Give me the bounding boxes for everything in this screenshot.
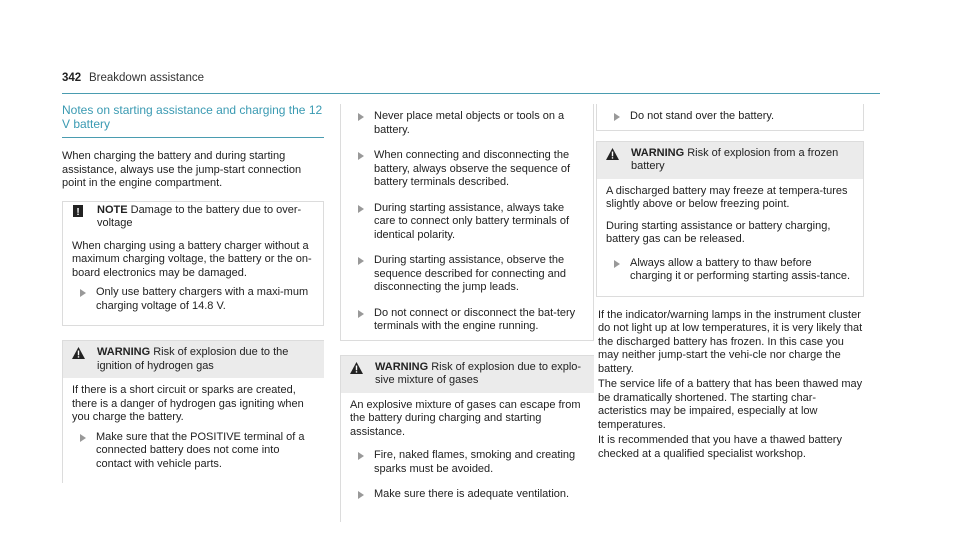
intro-paragraph: When charging the battery and during starting assistance, always use the jump-start connection point in the engine compartment. [62, 150, 302, 189]
svg-text:!: ! [76, 206, 80, 217]
warning-heading: Risk of explosion due to the ignition of hydrogen gas [97, 346, 289, 372]
section-title [62, 103, 324, 138]
warning-body [63, 378, 324, 483]
page-header [62, 72, 880, 94]
warning-continued-box [340, 104, 594, 341]
note-bullet-text: Only use battery chargers with a maxi-mum charging voltage of 14.8 V. [96, 286, 309, 312]
bullet-arrow-icon [80, 289, 86, 297]
warning-keyword: WARNING [631, 146, 685, 159]
section-title-line-1: Notes on starting assistance and charging the 12 [62, 103, 323, 117]
bullet-arrow-icon [358, 452, 364, 460]
bullet-text: During starting assistance, always take care to connect only battery terminals of identical polarity. [374, 201, 570, 241]
warning-bullet-text: Fire, naked flames, smoking and creating sparks must be avoided. [374, 449, 576, 475]
warning-box-gases [340, 355, 594, 522]
note-keyword: NOTE [97, 203, 128, 216]
list-item [350, 254, 584, 295]
list-item [72, 431, 315, 472]
list-item [350, 488, 585, 502]
bullet-arrow-icon [358, 152, 364, 160]
note-header [63, 202, 323, 236]
warning-heading: Risk of explosion due to explo-sive mixture of gases [375, 360, 582, 386]
warning-header [63, 341, 324, 378]
bullet-arrow-icon [80, 434, 86, 442]
column-2 [340, 104, 594, 522]
note-box [62, 201, 324, 327]
bullet-text: During starting assistance, observe the sequence described for connecting and disconnecting the jump leads. [374, 254, 567, 293]
warning-text: If there is a short circuit or sparks are created, there is a danger of hydrogen gas igniting when you charge the battery. [72, 384, 304, 423]
list-item [350, 202, 584, 243]
warning-bullet-text: Make sure there is adequate ventilation. [374, 488, 570, 500]
bullet-arrow-icon [358, 113, 364, 121]
list-item [350, 110, 584, 137]
bullet-text: When connecting and disconnecting the battery, always observe the sequence of battery terminals described. [374, 149, 571, 188]
warning-triangle-icon [71, 346, 85, 373]
warning-header [341, 356, 594, 393]
bullet-arrow-icon [358, 205, 364, 213]
warning-body [597, 179, 863, 296]
warning-box-hydrogen [62, 340, 324, 483]
warning-text: During starting assistance or battery charging, battery gas can be released. [606, 219, 831, 245]
bullet-text: Do not connect or disconnect the bat-tery terminals with the engine running. [374, 306, 576, 332]
bullet-arrow-icon [614, 260, 620, 268]
list-item [350, 149, 584, 190]
note-body [63, 236, 323, 326]
body-text [596, 309, 864, 462]
bullet-arrow-icon [358, 491, 364, 499]
page-title: Breakdown assistance [89, 72, 205, 84]
list-item [606, 110, 854, 124]
warning-box-frozen [596, 141, 864, 297]
bullet-text: Never place metal objects or tools on a battery. [374, 110, 565, 136]
warning-continued-box [596, 104, 864, 131]
warning-text: A discharged battery may freeze at tempera-tures slightly above or below freezing point. [606, 184, 848, 210]
section-title-line-2: V battery [62, 117, 111, 131]
bullet-arrow-icon [358, 310, 364, 318]
paragraph: If the indicator/warning lamps in the instrument cluster do not light up at low temperatures, it is very likely that the discharged battery has frozen. In this case you may neither jump-start the vehi-cle nor charge the battery. [598, 308, 863, 375]
column-3 [596, 104, 864, 469]
warning-keyword: WARNING [375, 360, 429, 373]
warning-triangle-icon [605, 147, 619, 174]
note-text: When charging using a battery charger without a maximum charging voltage, the battery or the on-board electronics may be damaged. [72, 239, 312, 279]
page-number: 342 [62, 72, 82, 84]
paragraph: It is recommended that you have a thawed battery checked at a qualified specialist workshop. [598, 434, 842, 460]
warning-body [341, 393, 594, 522]
note-heading: Damage to the battery due to over-voltage [97, 203, 302, 229]
bullet-text: Do not stand over the battery. [630, 110, 775, 122]
warning-bullet-text: Make sure that the POSITIVE terminal of a connected battery does not come into contact with vehicle parts. [96, 430, 305, 470]
bullet-arrow-icon [614, 113, 620, 121]
warning-bullet-text: Always allow a battery to thaw before charging it or performing starting assis-tance. [630, 256, 851, 282]
warning-text: An explosive mixture of gases can escape from the battery during charging and starting assistance. [350, 398, 581, 438]
notice-icon [71, 204, 85, 231]
bullet-arrow-icon [358, 257, 364, 265]
warning-keyword: WARNING [97, 346, 151, 358]
warning-header [597, 142, 863, 179]
list-item [72, 286, 314, 313]
paragraph: The service life of a battery that has been thawed may be dramatically shortened. The starting char-acteristics may be impaired, especially at low temperatures. [598, 378, 863, 431]
column-1 [62, 103, 324, 483]
list-item [350, 449, 585, 476]
warning-heading: Risk of explosion from a frozen battery [631, 146, 839, 172]
list-item [606, 257, 854, 284]
list-item [350, 307, 584, 334]
warning-triangle-icon [349, 361, 363, 388]
